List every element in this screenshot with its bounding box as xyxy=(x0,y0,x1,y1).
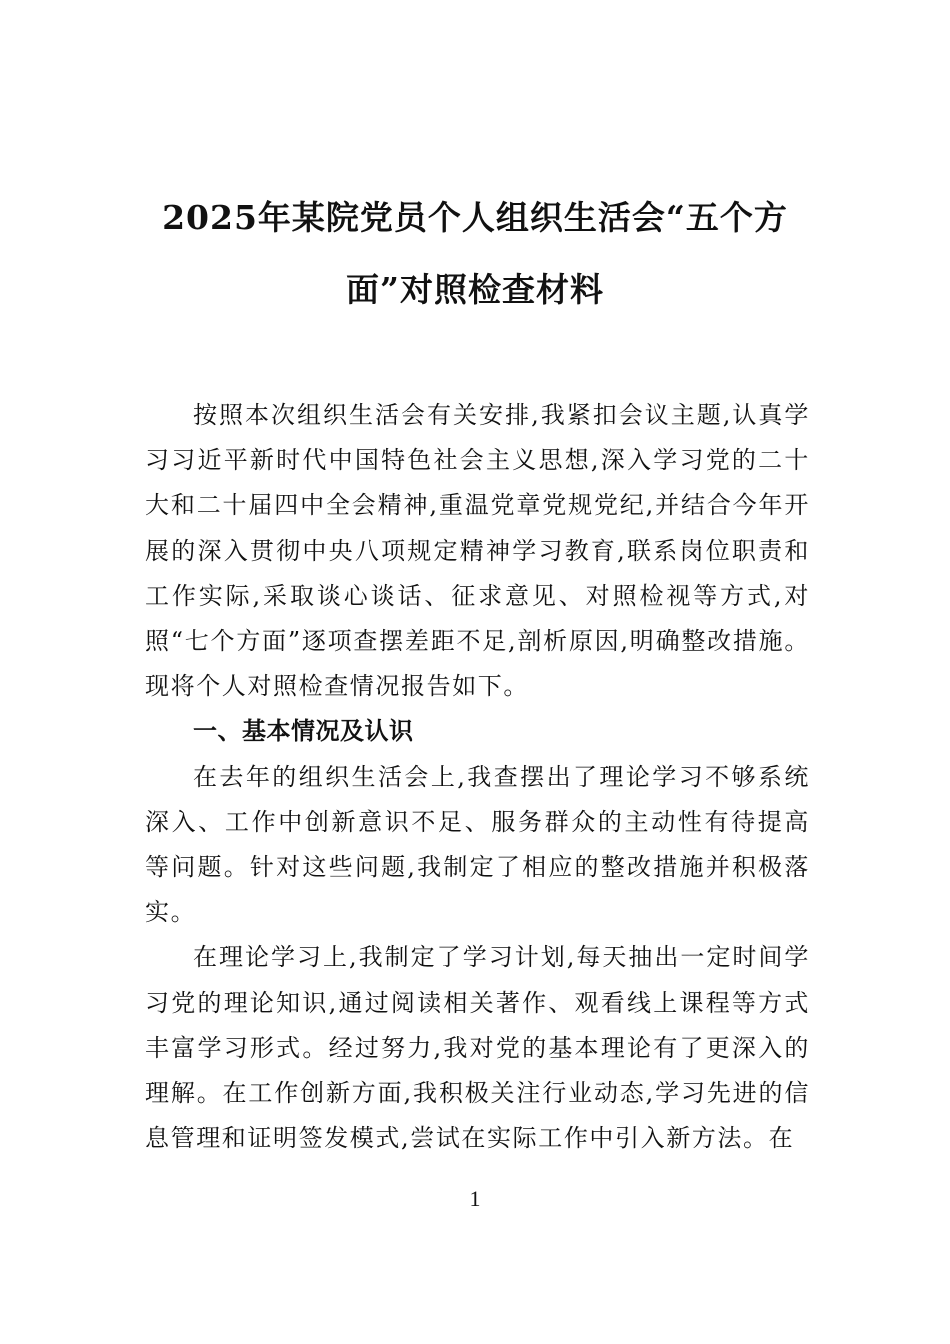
body-paragraph-2: 在去年的组织生活会上,我查摆出了理论学习不够系统深入、工作中创新意识不足、服务群众的主动性有待提高等问题。针对这些问题,我制定了相应的整改措施并积极落实。 xyxy=(145,762,810,927)
page-number: 1 xyxy=(469,1186,481,1211)
body-paragraph-3: 在理论学习上,我制定了学习计划,每天抽出一定时间学习党的理论知识,通过阅读相关著作、观看线上课程等方式丰富学习形式。经过努力,我对党的基本理论有了更深入的理解。在工作创新方面,我积极关注行业动态,学习先进的信息管理和证明签发模式,尝试在实际工作中引入新方法。在 xyxy=(145,943,810,1153)
document-title-line-2: 面”对照检查材料 xyxy=(346,270,604,309)
document-body xyxy=(145,393,810,1161)
intro-paragraph: 按照本次组织生活会有关安排,我紧扣会议主题,认真学习习近平新时代中国特色社会主义思想,深入学习党的二十大和二十届四中全会精神,重温党章党规党纪,并结合今年开展的深入贯彻中央八项规定精神学习教育,联系岗位职责和工作实际,采取谈心谈话、征求意见、对照检视等方式,对照“七个方面”逐项查摆差距不足,剖析原因,明确整改措施。现将个人对照检查情况报告如下。 xyxy=(145,401,810,701)
document-title-line-1: 2025年某院党员个人组织生活会“五个方 xyxy=(162,198,788,237)
section-heading-1: 一、基本情况及认识 xyxy=(193,717,414,746)
